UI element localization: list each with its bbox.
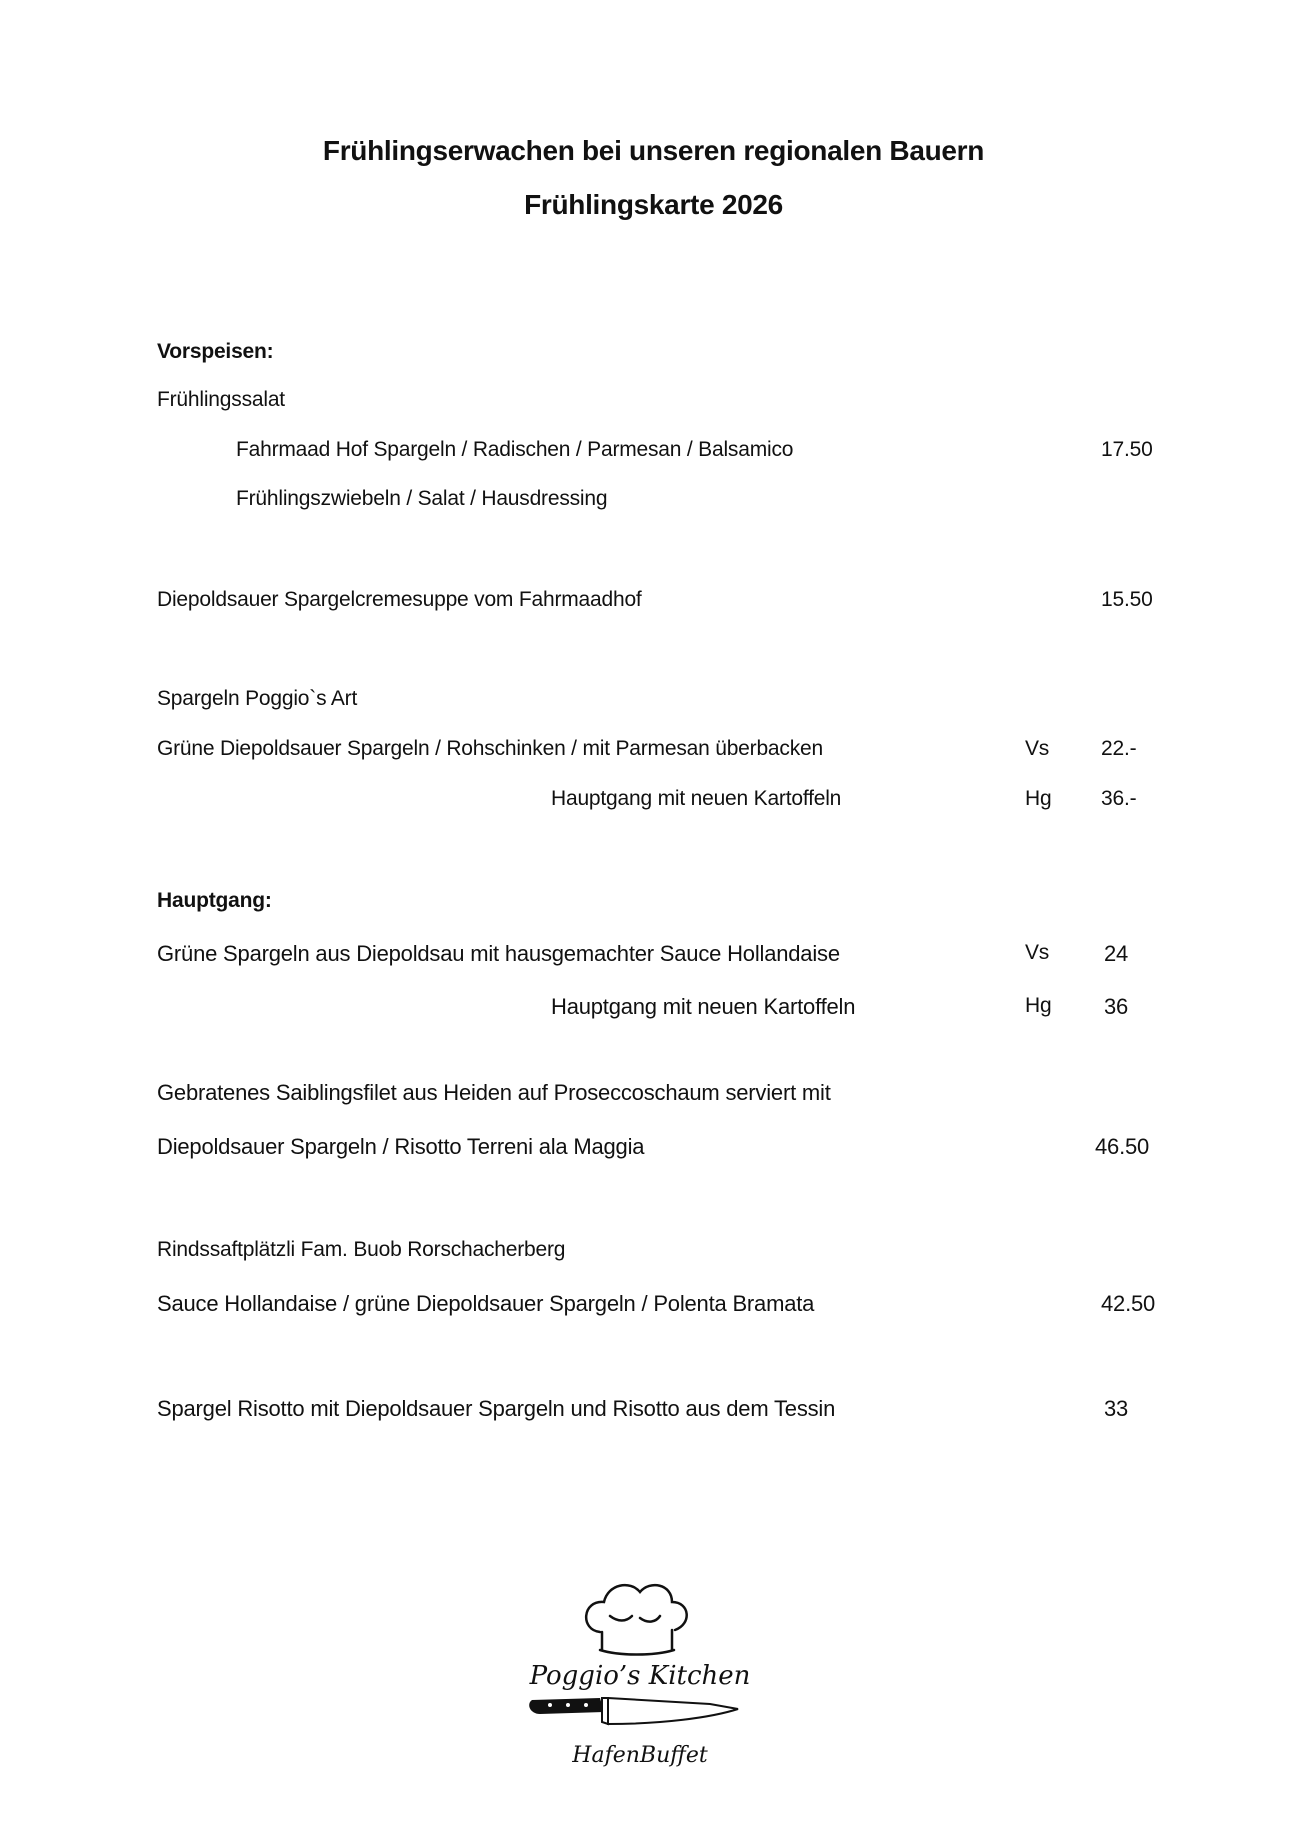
section-heading-vorspeisen: Vorspeisen: [157, 340, 274, 363]
dish-description: Grüne Diepoldsauer Spargeln / Rohschinken / mit Parmesan überbacken [157, 737, 823, 760]
variant-label: Hg [1025, 994, 1052, 1017]
dish-name: Grüne Spargeln aus Diepoldsau mit hausgemachter Sauce Hollandaise [157, 941, 840, 966]
dish-name: Spargel Risotto mit Diepoldsauer Spargeln und Risotto aus dem Tessin [157, 1396, 836, 1421]
logo-title: Poggio’s Kitchen [529, 1661, 751, 1691]
variant-price: 22.- [1101, 737, 1137, 760]
dish-price: 33 [1104, 1396, 1129, 1421]
dish-price: 46.50 [1095, 1134, 1150, 1159]
menu-subtitle: Frühlingskarte 2026 [524, 189, 783, 220]
variant-text: Hauptgang mit neuen Kartoffeln [551, 994, 856, 1019]
variant-price: 24 [1104, 941, 1129, 966]
dish-description: Frühlingszwiebeln / Salat / Hausdressing [236, 487, 608, 510]
dish-name: Diepoldsauer Spargelcremesuppe vom Fahrmaadhof [157, 588, 642, 611]
dish-name: Gebratenes Saiblingsfilet aus Heiden auf Proseccoschaum serviert mit [157, 1080, 831, 1105]
variant-price: 36 [1104, 994, 1129, 1019]
dish-description: Diepoldsauer Spargeln / Risotto Terreni ala Maggia [157, 1134, 645, 1159]
dish-description: Fahrmaad Hof Spargeln / Radischen / Parmesan / Balsamico [236, 438, 794, 461]
dish-name: Rindssaftplätzli Fam. Buob Rorschacherberg [157, 1238, 566, 1261]
variant-text: Hauptgang mit neuen Kartoffeln [551, 787, 842, 810]
dish-description: Sauce Hollandaise / grüne Diepoldsauer Spargeln / Polenta Bramata [157, 1291, 815, 1316]
variant-label: Vs [1025, 941, 1050, 964]
dish-price: 42.50 [1101, 1291, 1156, 1316]
variant-price: 36.- [1101, 787, 1137, 810]
variant-label: Vs [1025, 737, 1050, 760]
dish-name: Spargeln Poggio`s Art [157, 687, 358, 710]
dish-price: 15.50 [1101, 588, 1153, 611]
knife-icon [529, 1698, 738, 1724]
logo-tagline: HafenBuffet [572, 1743, 708, 1768]
section-heading-hauptgang: Hauptgang: [157, 889, 272, 912]
dish-name: Frühlingssalat [157, 388, 285, 411]
restaurant-logo [500, 1572, 780, 1802]
dish-price: 17.50 [1101, 438, 1153, 461]
variant-label: Hg [1025, 787, 1052, 810]
chef-hat-icon [586, 1585, 687, 1654]
menu-title: Frühlingserwachen bei unseren regionalen Bauern [322, 135, 985, 166]
